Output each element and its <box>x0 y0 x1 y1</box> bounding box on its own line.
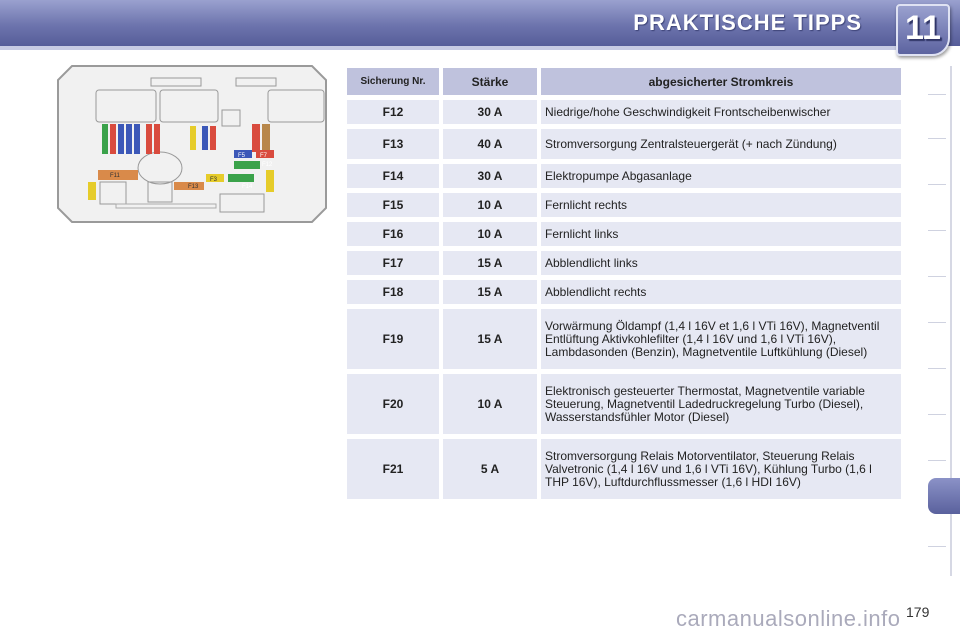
fuse-circuit: Vorwärmung Öldampf (1,4 l 16V et 1,6 l VTi 16V), Magnetventil Entlüftung Aktivkohlefilter (1,4 l 16V und 1,6 l VTi 16V), Lambdasonden (Benzin), Magnetventile Luftkühlung (Diesel) <box>541 309 901 369</box>
fuse-circuit: Elektronisch gesteuerter Thermostat, Magnetventile variable Steuerung, Magnetventil Ladedruckregelung Turbo (Diesel), Wasserstandsfühler Motor (Diesel) <box>541 374 901 434</box>
table-row <box>347 374 901 434</box>
fuse-rating: 30 A <box>443 100 537 124</box>
fuse-number: F21 <box>347 439 439 499</box>
fuse-box-diagram <box>56 64 328 224</box>
fuse-label-f13: F13 <box>188 184 199 190</box>
tab-divider <box>928 230 946 231</box>
table-row <box>347 222 901 246</box>
fuse-number: F18 <box>347 280 439 304</box>
fuse-rating: 30 A <box>443 164 537 188</box>
tab-divider <box>928 184 946 185</box>
fuse-number: F13 <box>347 129 439 159</box>
chapter-badge <box>896 4 950 56</box>
fuse-rating: 10 A <box>443 374 537 434</box>
table-row <box>347 164 901 188</box>
tab-divider <box>928 276 946 277</box>
tab-divider <box>928 138 946 139</box>
table-row <box>347 251 901 275</box>
fuse-circuit: Abblendlicht rechts <box>541 280 901 304</box>
fuse-rating: 10 A <box>443 222 537 246</box>
fuse-circuit: Stromversorgung Relais Motorventilator, Steuerung Relais Valvetronic (1,4 l 16V und 1,6 l VTi 16V), Kühlung Turbo (1,6 l THP 16V), Luftdurchflussmesser (1,6 l HDI 16V) <box>541 439 901 499</box>
fuse-rating: 10 A <box>443 193 537 217</box>
fuse-label-f14: F14 <box>242 184 253 190</box>
fuse-number: F20 <box>347 374 439 434</box>
watermark: carmanualsonline.info <box>676 606 901 631</box>
page-number: 179 <box>906 604 930 620</box>
fuse-rating: 15 A <box>443 309 537 369</box>
fuse-number: F19 <box>347 309 439 369</box>
fuse-rating: 15 A <box>443 280 537 304</box>
tab-divider <box>928 322 946 323</box>
active-chapter-tab[interactable] <box>928 478 960 514</box>
fuse-table <box>343 63 905 504</box>
fuse-circuit: Abblendlicht links <box>541 251 901 275</box>
tab-divider <box>928 414 946 415</box>
fuse-number: F16 <box>347 222 439 246</box>
fuse-rating: 40 A <box>443 129 537 159</box>
table-row <box>347 100 901 124</box>
tab-divider <box>928 368 946 369</box>
fuse-label-f11: F11 <box>110 173 120 179</box>
fuse-number: F12 <box>347 100 439 124</box>
table-row <box>347 439 901 499</box>
header-fuse-number: Sicherung Nr. <box>347 68 439 95</box>
header-underline <box>0 46 900 50</box>
chapter-title: PRAKTISCHE TIPPS <box>633 10 862 35</box>
table-row <box>347 129 901 159</box>
fuse-rating: 15 A <box>443 251 537 275</box>
tab-divider <box>928 94 946 95</box>
table-row <box>347 309 901 369</box>
table-header-row <box>347 68 901 95</box>
fuse-label-f7: F7 <box>260 153 268 159</box>
fuse-number: F15 <box>347 193 439 217</box>
fuse-number: F14 <box>347 164 439 188</box>
fuse-rating: 5 A <box>443 439 537 499</box>
fuse-label-f5: F5 <box>238 153 246 159</box>
table-row <box>347 193 901 217</box>
fuse-circuit: Elektropumpe Abgasanlage <box>541 164 901 188</box>
fuse-circuit: Fernlicht links <box>541 222 901 246</box>
table-row <box>347 280 901 304</box>
fuse-circuit: Stromversorgung Zentralsteuergerät (+ nach Zündung) <box>541 129 901 159</box>
tab-divider <box>928 460 946 461</box>
header-circuit: abgesicherter Stromkreis <box>541 68 901 95</box>
fuse-label-f12: F12 <box>262 162 273 168</box>
fuse-circuit: Niedrige/hohe Geschwindigkeit Frontscheibenwischer <box>541 100 901 124</box>
tab-divider <box>928 546 946 547</box>
header-rating: Stärke <box>443 68 537 95</box>
fuse-number: F17 <box>347 251 439 275</box>
fuse-circuit: Fernlicht rechts <box>541 193 901 217</box>
fuse-label-f3: F3 <box>210 177 218 183</box>
chapter-number: 11 <box>905 9 941 47</box>
